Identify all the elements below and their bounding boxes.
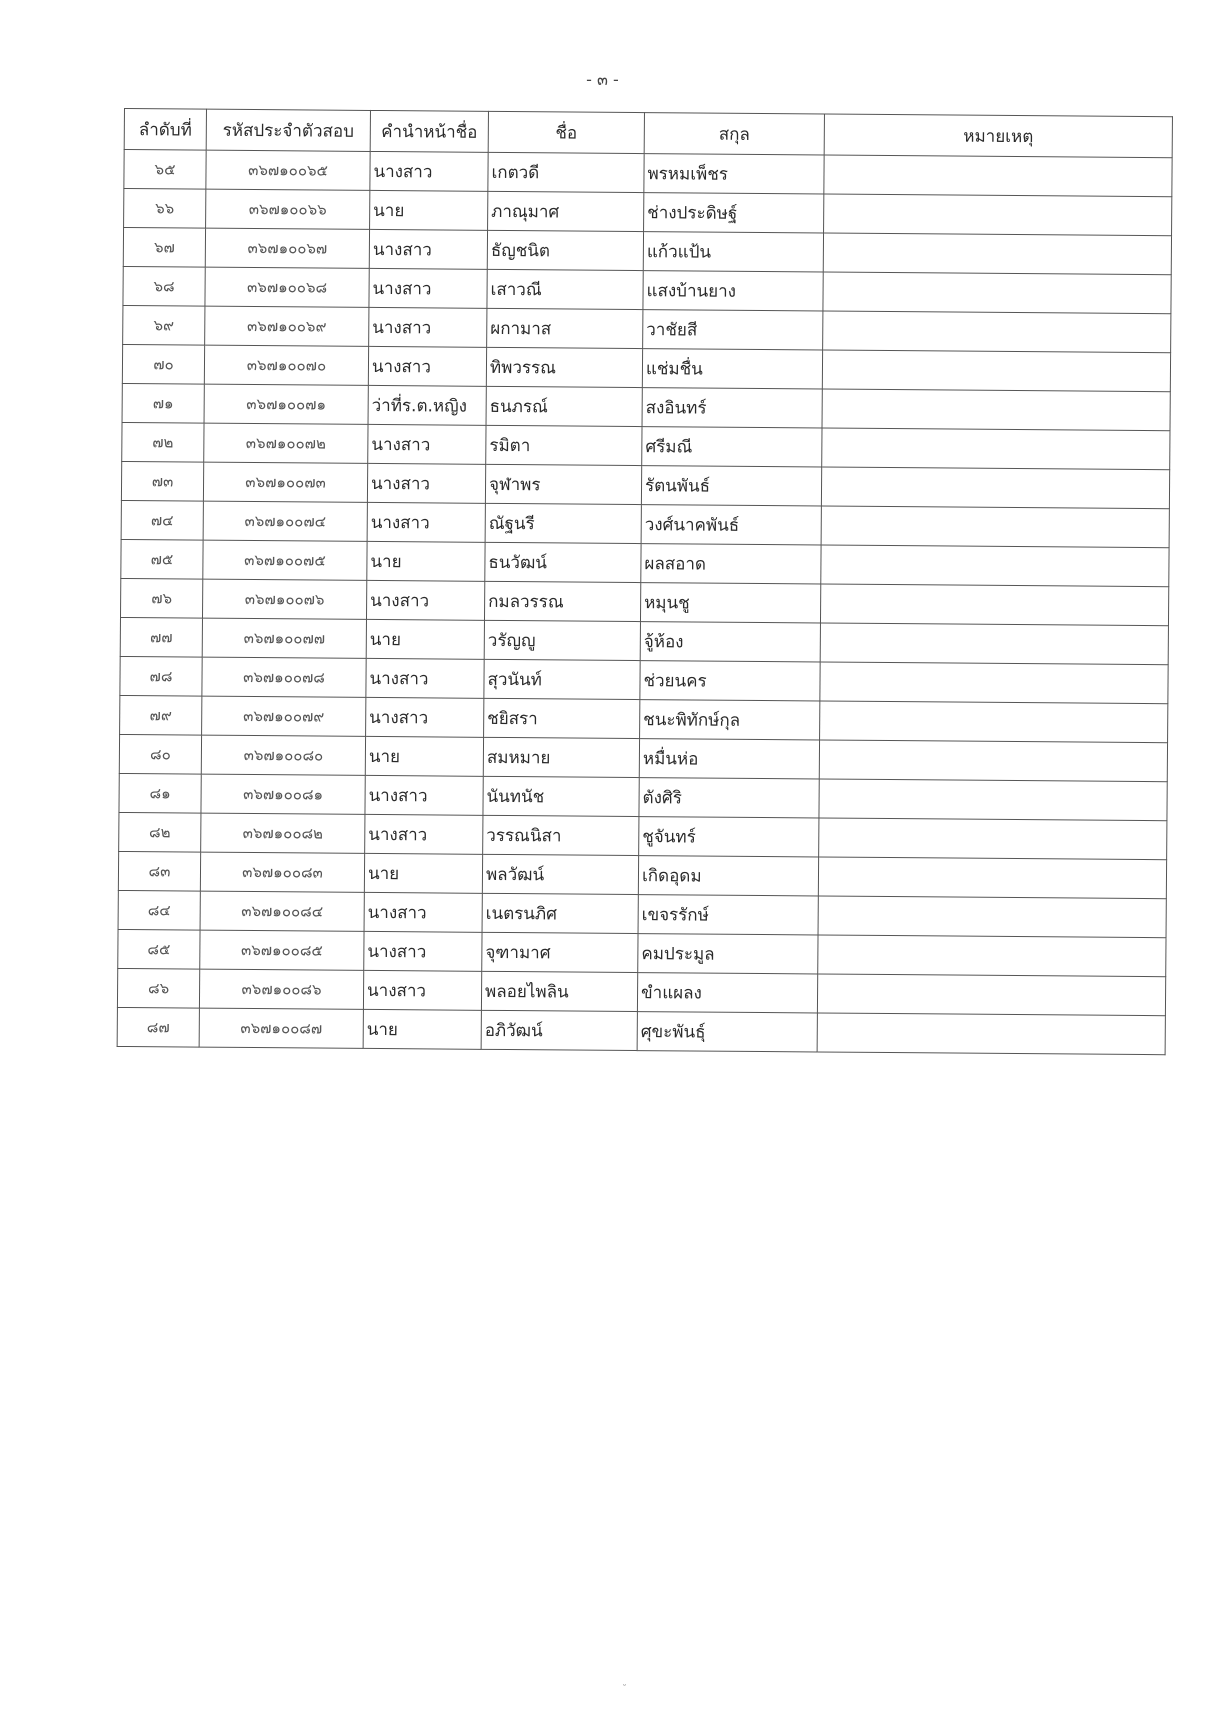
cell-note — [819, 779, 1167, 821]
cell-last-name: ช่างประดิษฐ์ — [644, 193, 824, 233]
cell-exam-id: ๓๖๗๑๐๐๗๖ — [202, 579, 366, 619]
cell-title: นางสาว — [369, 229, 487, 269]
cell-note — [824, 194, 1172, 236]
cell-no: ๘๓ — [118, 851, 200, 891]
cell-title: นางสาว — [365, 775, 483, 815]
cell-title: นางสาว — [368, 424, 486, 464]
cell-no: ๗๔ — [121, 500, 203, 540]
cell-exam-id: ๓๖๗๑๐๐๘๒ — [201, 813, 365, 853]
cell-note — [820, 584, 1168, 626]
cell-exam-id: ๓๖๗๑๐๐๗๓ — [203, 462, 367, 502]
cell-exam-id: ๓๖๗๑๐๐๘๗ — [199, 1008, 363, 1048]
header-title: คำนำหน้าชื่อ — [370, 110, 488, 152]
cell-exam-id: ๓๖๗๑๐๐๘๓ — [200, 852, 364, 892]
cell-first-name: ธนภรณ์ — [486, 386, 642, 426]
cell-last-name: จู้ห้อง — [640, 622, 820, 662]
cell-first-name: ธนวัฒน์ — [485, 542, 641, 582]
cell-title: นางสาว — [368, 346, 486, 386]
cell-note — [817, 1013, 1165, 1055]
cell-title: นาย — [366, 619, 484, 659]
cell-first-name: ณัฐนรี — [485, 503, 641, 543]
cell-first-name: สมหมาย — [483, 737, 639, 777]
cell-first-name: ทิพวรรณ — [486, 347, 642, 387]
cell-exam-id: ๓๖๗๑๐๐๗๙ — [202, 696, 366, 736]
cell-first-name: อภิวัฒน์ — [481, 1010, 637, 1050]
cell-last-name: ศรีมณี — [642, 427, 822, 467]
cell-note — [821, 545, 1169, 587]
cell-exam-id: ๓๖๗๑๐๐๗๐ — [204, 345, 368, 385]
cell-title: นางสาว — [366, 658, 484, 698]
cell-no: ๘๗ — [117, 1007, 199, 1047]
cell-last-name: สงอินทร์ — [642, 388, 822, 428]
cell-no: ๖๘ — [123, 266, 205, 306]
cell-last-name: แช่มชื่น — [642, 349, 822, 389]
cell-first-name: สุวนันท์ — [484, 659, 640, 699]
cell-title: นางสาว — [365, 814, 483, 854]
cell-note — [822, 428, 1170, 470]
cell-first-name: ภาณุมาศ — [488, 191, 644, 231]
table-row — [117, 1007, 1165, 1054]
cell-last-name: แสงบ้านยาง — [643, 271, 823, 311]
cell-note — [817, 974, 1165, 1016]
cell-no: ๗๒ — [122, 422, 204, 462]
cell-last-name: หมุนชู — [640, 583, 820, 623]
cell-exam-id: ๓๖๗๑๐๐๘๐ — [201, 735, 365, 775]
cell-exam-id: ๓๖๗๑๐๐๗๑ — [204, 384, 368, 424]
header-exam-id: รหัสประจำตัวสอบ — [206, 109, 370, 151]
cell-exam-id: ๓๖๗๑๐๐๘๕ — [200, 930, 364, 970]
cell-first-name: ชยิสรา — [484, 698, 640, 738]
cell-title: นางสาว — [364, 931, 482, 971]
cell-no: ๗๘ — [120, 656, 202, 696]
cell-no: ๘๕ — [118, 929, 200, 969]
cell-last-name: ชูจันทร์ — [639, 817, 819, 857]
cell-note — [824, 155, 1172, 197]
cell-first-name: เสาวณี — [487, 269, 643, 309]
candidate-table — [117, 108, 1173, 1055]
cell-title: นาย — [363, 1009, 481, 1049]
cell-last-name: เขจรรักษ์ — [638, 895, 818, 935]
cell-last-name: ชนะพิทักษ์กุล — [640, 700, 820, 740]
cell-note — [820, 623, 1168, 665]
cell-first-name: นันทนัช — [483, 776, 639, 816]
cell-last-name: ผลสอาด — [641, 544, 821, 584]
cell-no: ๘๒ — [119, 812, 201, 852]
cell-exam-id: ๓๖๗๑๐๐๖๖ — [206, 189, 370, 229]
cell-note — [820, 701, 1168, 743]
cell-note — [818, 935, 1166, 977]
header-first-name: ชื่อ — [488, 111, 644, 153]
cell-no: ๗๙ — [120, 695, 202, 735]
cell-first-name: ผกามาส — [487, 308, 643, 348]
cell-title: นางสาว — [363, 970, 481, 1010]
cell-exam-id: ๓๖๗๑๐๐๗๘ — [202, 657, 366, 697]
cell-exam-id: ๓๖๗๑๐๐๘๑ — [201, 774, 365, 814]
header-last-name: สกุล — [644, 113, 824, 155]
cell-title: นางสาว — [366, 697, 484, 737]
cell-note — [818, 857, 1166, 899]
cell-first-name: รมิตา — [486, 425, 642, 465]
cell-note — [818, 896, 1166, 938]
cell-title: นางสาว — [367, 502, 485, 542]
cell-last-name: ช่วยนคร — [640, 661, 820, 701]
page-number: - ๓ - — [586, 70, 619, 89]
cell-first-name: พลอยไพลิน — [481, 971, 637, 1011]
cell-title: นางสาว — [367, 463, 485, 503]
cell-no: ๗๕ — [121, 539, 203, 579]
cell-exam-id: ๓๖๗๑๐๐๗๔ — [203, 501, 367, 541]
cell-exam-id: ๓๖๗๑๐๐๖๗ — [205, 228, 369, 268]
cell-title: นาย — [364, 853, 482, 893]
cell-last-name: รัตนพันธ์ — [641, 466, 821, 506]
cell-no: ๘๔ — [118, 890, 200, 930]
cell-no: ๗๖ — [120, 578, 202, 618]
cell-title: ว่าที่ร.ต.หญิง — [368, 385, 486, 425]
cell-exam-id: ๓๖๗๑๐๐๗๕ — [203, 540, 367, 580]
cell-last-name: เกิดอุดม — [638, 856, 818, 896]
cell-last-name: หมื่นห่อ — [639, 739, 819, 779]
cell-last-name: คมประมูล — [638, 934, 818, 974]
cell-note — [819, 818, 1167, 860]
cell-note — [823, 272, 1171, 314]
cell-no: ๖๙ — [123, 305, 205, 345]
scan-mark: ˘ — [622, 1684, 627, 1695]
cell-exam-id: ๓๖๗๑๐๐๘๖ — [199, 969, 363, 1009]
cell-no: ๗๐ — [122, 344, 204, 384]
cell-exam-id: ๓๖๗๑๐๐๗๒ — [204, 423, 368, 463]
cell-title: นาย — [370, 190, 488, 230]
table-body — [117, 150, 1172, 1055]
cell-note — [821, 506, 1169, 548]
cell-first-name: จุฬาพร — [485, 464, 641, 504]
header-note: หมายเหตุ — [824, 114, 1172, 158]
cell-title: นาย — [365, 736, 483, 776]
cell-last-name: พรหมเพ็ชร — [644, 154, 824, 194]
cell-first-name: วรรณนิสา — [483, 815, 639, 855]
cell-first-name: พลวัฒน์ — [482, 854, 638, 894]
cell-title: นางสาว — [369, 307, 487, 347]
cell-note — [820, 662, 1168, 704]
cell-exam-id: ๓๖๗๑๐๐๖๘ — [205, 267, 369, 307]
cell-note — [823, 233, 1171, 275]
candidate-table-container — [117, 108, 1173, 1055]
cell-last-name: ขำแผลง — [637, 973, 817, 1013]
cell-no: ๘๖ — [117, 968, 199, 1008]
cell-no: ๖๖ — [124, 189, 206, 229]
cell-first-name: จุฑามาศ — [482, 932, 638, 972]
cell-title: นางสาว — [369, 268, 487, 308]
cell-last-name: ตังศิริ — [639, 778, 819, 818]
cell-title: นางสาว — [364, 892, 482, 932]
cell-exam-id: ๓๖๗๑๐๐๗๗ — [202, 618, 366, 658]
cell-no: ๘๑ — [119, 773, 201, 813]
cell-last-name: ศุขะพันธุ์ — [637, 1012, 817, 1052]
cell-title: นางสาว — [366, 580, 484, 620]
cell-exam-id: ๓๖๗๑๐๐๖๕ — [206, 150, 370, 190]
cell-title: นาย — [367, 541, 485, 581]
cell-first-name: เนตรนภิศ — [482, 893, 638, 933]
cell-note — [822, 350, 1170, 392]
cell-first-name: ธัญชนิต — [487, 230, 643, 270]
cell-no: ๗๓ — [121, 461, 203, 501]
cell-first-name: วรัญญู — [484, 620, 640, 660]
header-no: ลำดับที่ — [124, 109, 206, 151]
cell-exam-id: ๓๖๗๑๐๐๖๙ — [205, 306, 369, 346]
cell-note — [819, 740, 1167, 782]
cell-first-name: กมลวรรณ — [484, 581, 640, 621]
cell-title: นางสาว — [370, 151, 488, 191]
cell-last-name: วงศ์นาคพันธ์ — [641, 505, 821, 545]
cell-no: ๗๗ — [120, 617, 202, 657]
cell-first-name: เกตวดี — [488, 152, 644, 192]
cell-no: ๖๕ — [124, 150, 206, 190]
cell-no: ๘๐ — [119, 734, 201, 774]
cell-note — [822, 389, 1170, 431]
cell-no: ๗๑ — [122, 383, 204, 423]
cell-note — [823, 311, 1171, 353]
cell-last-name: แก้วแป้น — [643, 232, 823, 272]
cell-exam-id: ๓๖๗๑๐๐๘๔ — [200, 891, 364, 931]
cell-last-name: วาชัยสี — [643, 310, 823, 350]
cell-no: ๖๗ — [123, 228, 205, 268]
cell-note — [821, 467, 1169, 509]
